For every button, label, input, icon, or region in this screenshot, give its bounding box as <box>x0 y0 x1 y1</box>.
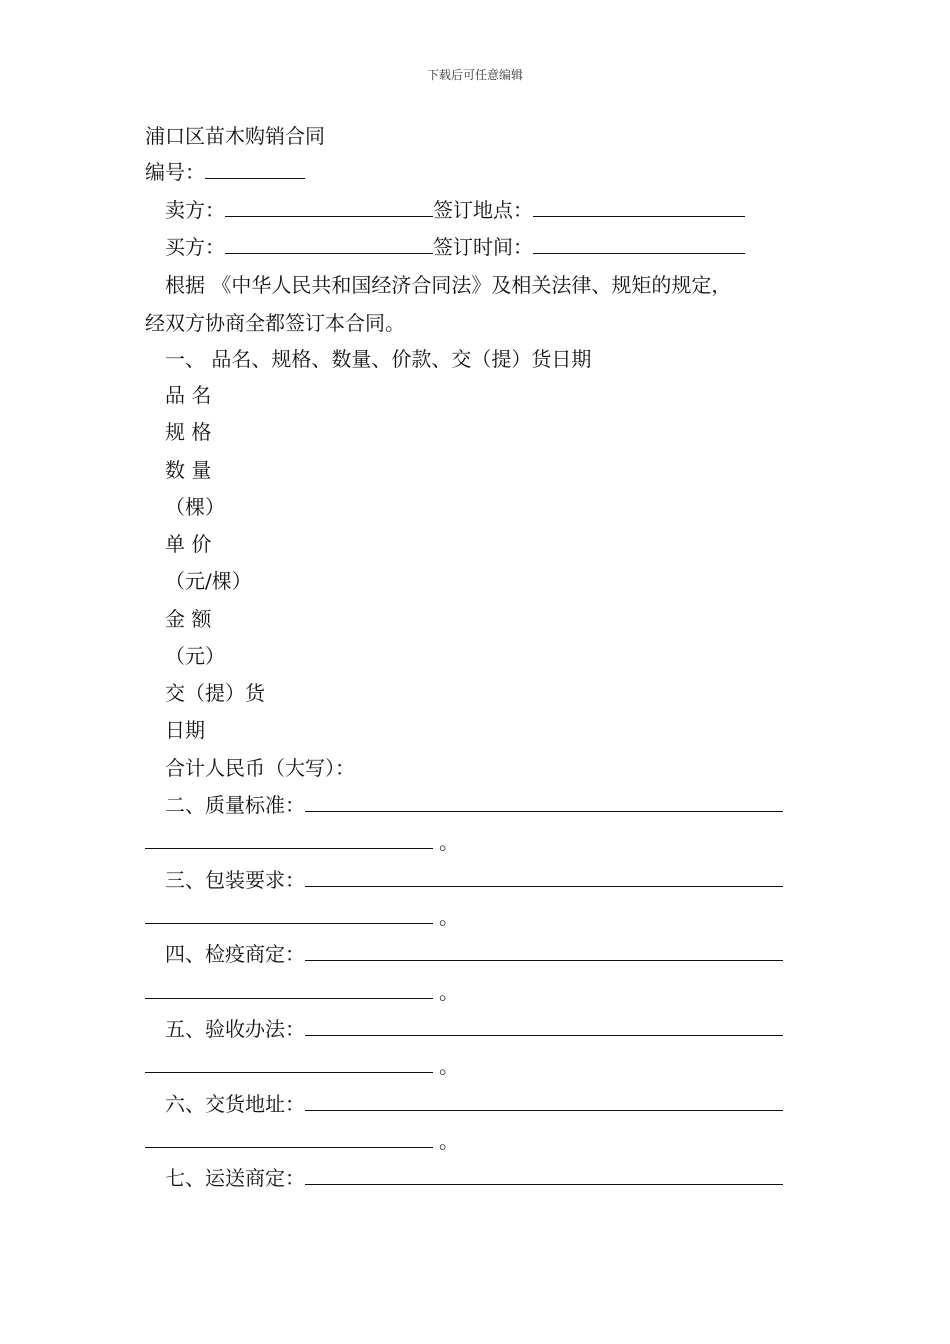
end-mark: 。 <box>439 905 459 929</box>
table-field: 数 量 <box>165 458 212 482</box>
end-mark: 。 <box>439 980 459 1004</box>
intro-line-1: 根据 《中华人民共和国经济合同法》及相关法律、规矩的规定， <box>165 273 732 297</box>
clause-acceptance-cont <box>145 1054 459 1078</box>
clause-blank[interactable] <box>305 1017 783 1036</box>
buyer-row <box>165 235 745 259</box>
clause-acceptance <box>165 1017 783 1041</box>
seller-label: 卖方： <box>165 198 225 222</box>
table-field: （元） <box>165 644 225 668</box>
clause-blank[interactable] <box>145 905 433 924</box>
seller-blank[interactable] <box>225 198 433 217</box>
table-field: 品 名 <box>165 383 212 407</box>
total-label: 合计人民币（大写）： <box>165 756 355 780</box>
clause-label: 五、验收办法： <box>165 1017 305 1041</box>
sign-place-blank[interactable] <box>533 198 745 217</box>
table-field: （元/棵） <box>165 569 252 593</box>
intro-line-2: 经双方协商全都签订本合同。 <box>145 311 405 335</box>
table-field: 金 额 <box>165 607 212 631</box>
clause-delivery-address-cont <box>145 1129 459 1153</box>
clause-quality-cont <box>145 830 459 854</box>
end-mark: 。 <box>439 1054 459 1078</box>
clause-blank[interactable] <box>305 793 783 812</box>
section1-title: 一、 品名、规格、数量、价款、交（提）货日期 <box>165 347 592 371</box>
sign-place-label: 签订地点： <box>433 198 533 222</box>
clause-blank[interactable] <box>145 830 433 849</box>
clause-quarantine <box>165 942 783 966</box>
buyer-label: 买方： <box>165 235 225 259</box>
page-header: 下载后可任意编辑 <box>426 68 523 82</box>
clause-packaging-cont <box>145 905 459 929</box>
clause-label: 四、检疫商定： <box>165 942 305 966</box>
end-mark: 。 <box>439 830 459 854</box>
clause-label: 二、质量标准： <box>165 793 305 817</box>
seller-row <box>165 198 745 222</box>
clause-delivery-address <box>165 1092 783 1116</box>
clause-transport <box>165 1166 783 1190</box>
clause-packaging <box>165 868 783 892</box>
contract-title: 浦口区苗木购销合同 <box>145 124 325 148</box>
clause-quality <box>165 793 783 817</box>
clause-quarantine-cont <box>145 980 459 1004</box>
buyer-blank[interactable] <box>225 235 433 254</box>
clause-blank[interactable] <box>305 1092 783 1111</box>
number-blank[interactable] <box>205 160 305 179</box>
clause-label: 七、运送商定： <box>165 1166 305 1190</box>
sign-time-blank[interactable] <box>533 235 745 254</box>
table-field: 交（提）货 <box>165 681 265 705</box>
sign-time-label: 签订时间： <box>433 235 533 259</box>
table-field: （棵） <box>165 495 225 519</box>
table-field: 单 价 <box>165 532 212 556</box>
number-label: 编号： <box>145 160 205 184</box>
table-field: 日期 <box>165 718 205 742</box>
clause-blank[interactable] <box>305 1166 783 1185</box>
clause-blank[interactable] <box>305 868 783 887</box>
clause-blank[interactable] <box>145 1129 433 1148</box>
clause-label: 三、包装要求： <box>165 868 305 892</box>
number-row <box>145 160 305 184</box>
clause-label: 六、交货地址： <box>165 1092 305 1116</box>
clause-blank[interactable] <box>305 942 783 961</box>
clause-blank[interactable] <box>145 980 433 999</box>
end-mark: 。 <box>439 1129 459 1153</box>
table-field: 规 格 <box>165 420 212 444</box>
clause-blank[interactable] <box>145 1054 433 1073</box>
